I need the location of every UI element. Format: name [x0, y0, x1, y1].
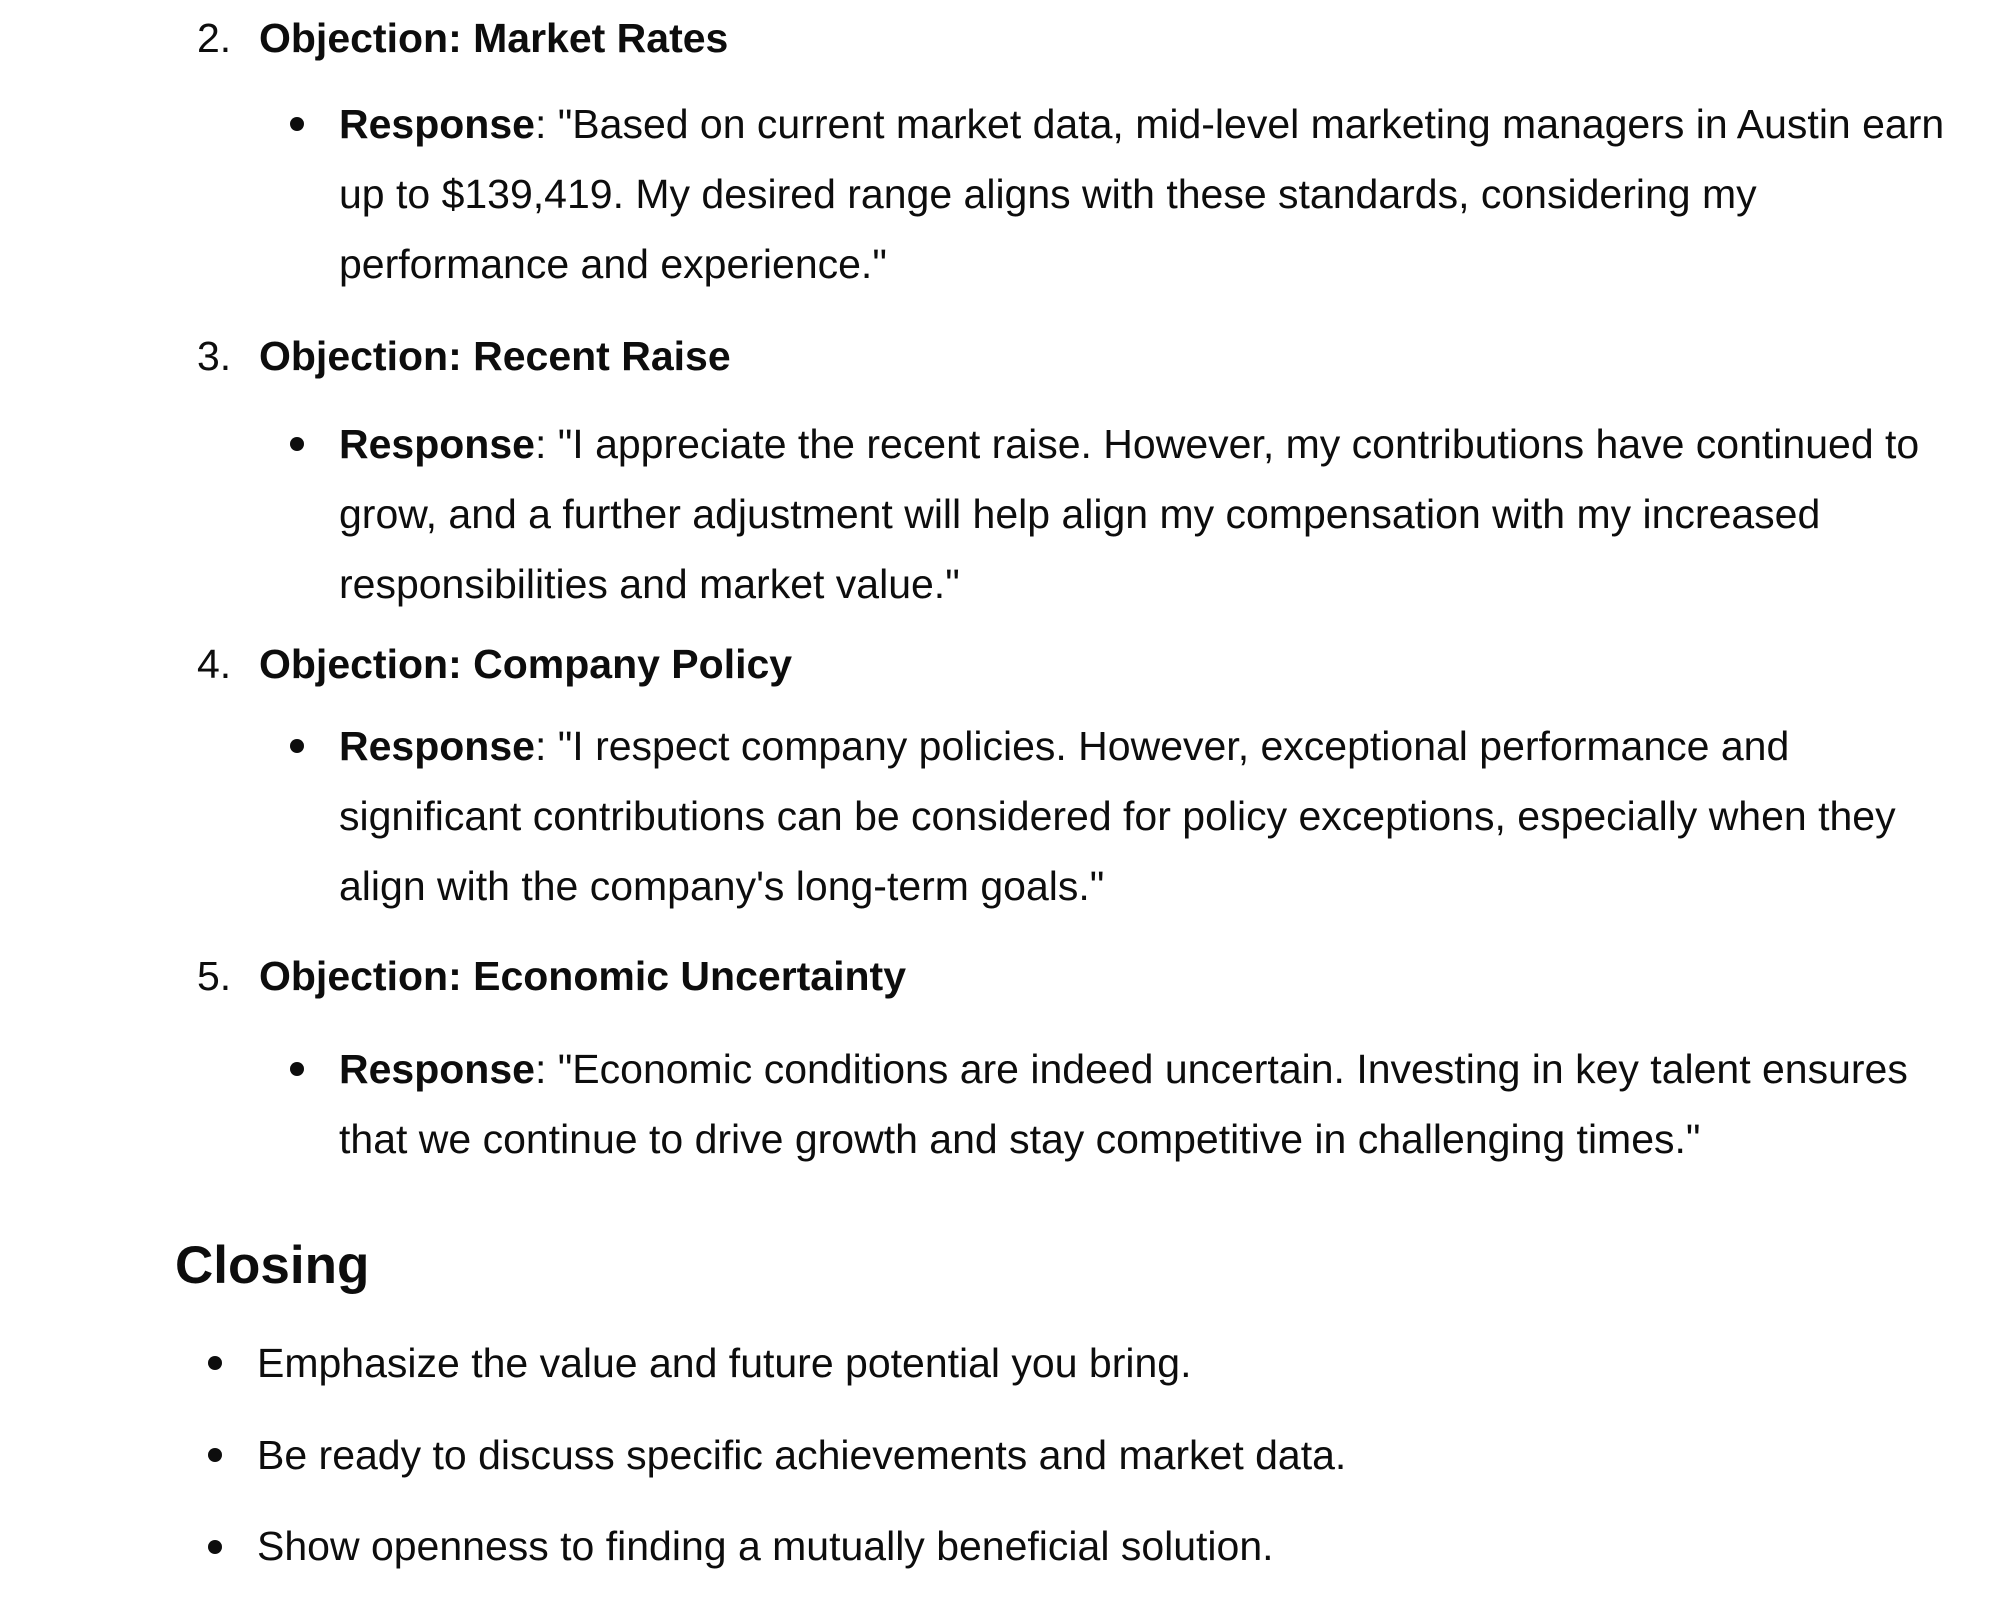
closing-heading: Closing [175, 1236, 370, 1295]
bullet-icon [208, 1356, 222, 1370]
bullet-icon [208, 1540, 222, 1554]
list-number: 2. [197, 15, 232, 61]
response-paragraph [339, 89, 1959, 299]
objection-title: Objection: Company Policy [259, 641, 793, 687]
response-label: Response [339, 421, 535, 467]
response-paragraph [339, 1034, 1959, 1174]
response-label: Response [339, 101, 535, 147]
objection-title: Objection: Market Rates [259, 15, 729, 61]
closing-item: Show openness to finding a mutually beneficial solution. [257, 1523, 1274, 1569]
bullet-icon [290, 739, 304, 753]
objection-title: Objection: Economic Uncertainty [259, 953, 906, 999]
response-paragraph [339, 711, 1959, 921]
bullet-icon [290, 437, 304, 451]
closing-item: Emphasize the value and future potential you bring. [257, 1340, 1192, 1386]
objection-item [197, 952, 906, 1000]
response-label: Response [339, 1046, 535, 1092]
list-number: 4. [197, 641, 232, 687]
bullet-icon [290, 117, 304, 131]
closing-item: Be ready to discuss specific achievements and market data. [257, 1432, 1347, 1478]
objection-item [197, 640, 792, 688]
objection-title: Objection: Recent Raise [259, 333, 731, 379]
response-text: : "I appreciate the recent raise. However, my contributions have continued to grow, and a further adjustment will help align my compensation with my increased responsibilities and market value." [339, 421, 1920, 607]
response-text: : "Economic conditions are indeed uncertain. Investing in key talent ensures that we continue to drive growth and stay competitive in challenging times." [339, 1046, 1908, 1162]
bullet-icon [290, 1062, 304, 1076]
response-text: : "Based on current market data, mid-level marketing managers in Austin earn up to $139,419. My desired range aligns with these standards, considering my performance and experience." [339, 101, 1945, 287]
objection-item [197, 332, 731, 380]
list-number: 3. [197, 333, 232, 379]
response-text: : "I respect company policies. However, exceptional performance and significant contributions can be considered for policy exceptions, especially when they align with the company's long-term goals." [339, 723, 1896, 909]
objection-item [197, 14, 728, 62]
response-paragraph [339, 409, 1959, 619]
response-label: Response [339, 723, 535, 769]
list-number: 5. [197, 953, 232, 999]
bullet-icon [208, 1448, 222, 1462]
